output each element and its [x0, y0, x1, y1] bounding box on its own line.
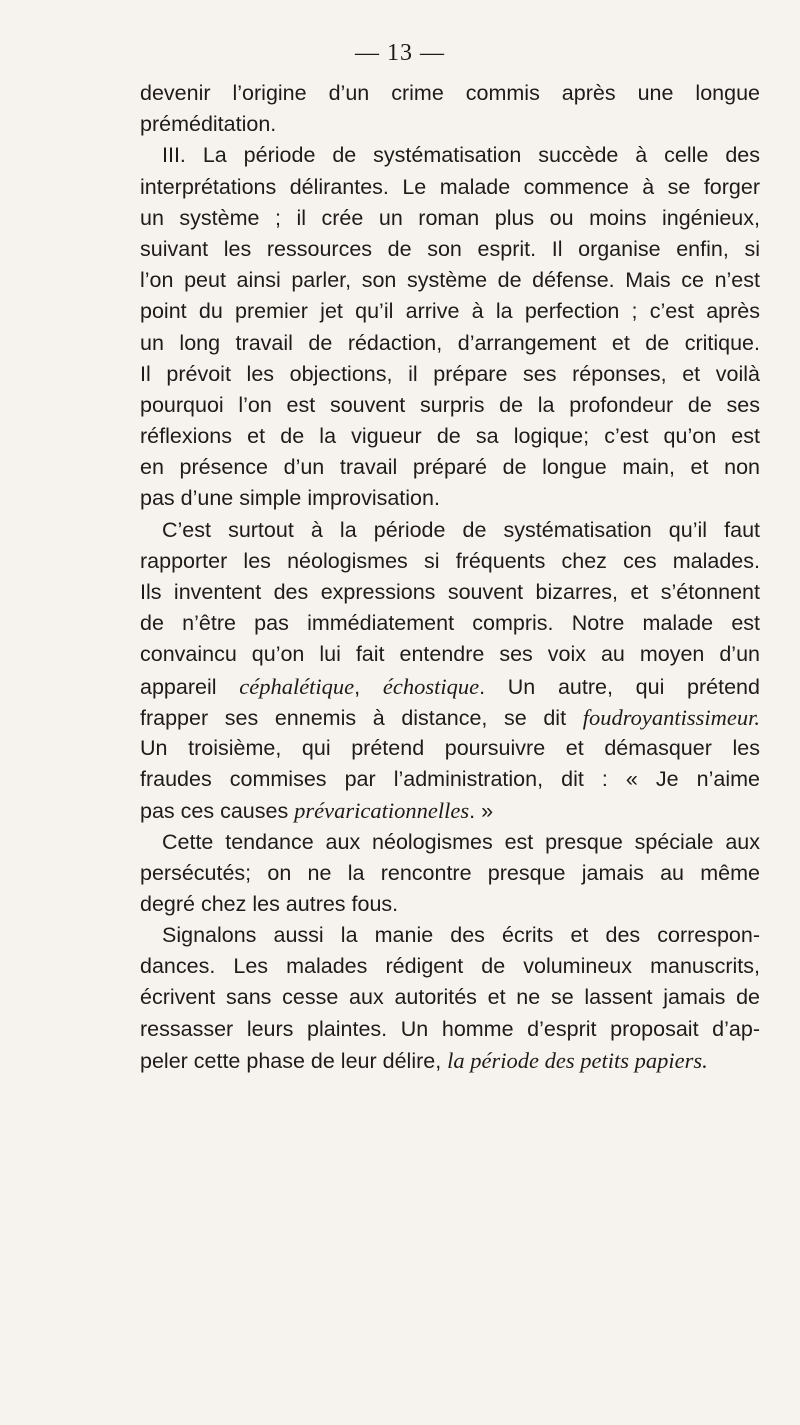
text-line: pas ces causes prévaricationnelles. » — [140, 798, 494, 824]
text-line: point du premier jet qu’il arrive à la perfection ; c’est après — [140, 299, 760, 324]
text-line: réflexions et de la vigueur de sa logique; c’est qu’on est — [140, 424, 760, 449]
text-line: en présence d’un travail préparé de longue main, et non — [140, 455, 760, 480]
italic-term: la période des petits papiers. — [447, 1047, 708, 1073]
text-line: Cette tendance aux néologismes est presque spéciale aux — [162, 829, 760, 854]
text-line: rapporter les néologismes si fréquents chez ces malades. — [140, 548, 760, 573]
italic-term: foudroyantissimeur. — [582, 704, 760, 730]
text-line: C’est surtout à la période de systématisation qu’il faut — [162, 517, 760, 542]
italic-term: échostique — [382, 673, 480, 699]
page-number: — 13 — — [355, 40, 445, 66]
text-line: Un troisième, qui prétend poursuivre et démasquer les — [140, 735, 760, 760]
text-line: ressasser leurs plaintes. Un homme d’esprit proposait d’ap- — [140, 1016, 760, 1041]
italic-term: céphalétique — [239, 673, 355, 699]
text-line: Ils inventent des expressions souvent bizarres, et s’étonnent — [140, 580, 760, 604]
text-line: pourquoi l’on est souvent surpris de la profondeur de ses — [140, 392, 760, 417]
text-line: fraudes commises par l’administration, dit : « Je n’aime — [140, 767, 760, 792]
text-line: un système ; il crée un roman plus ou moins ingénieux, — [140, 205, 760, 230]
text-line: devenir l’origine d’un crime commis après une longue — [140, 81, 760, 105]
text-line: Il prévoit les objections, il prépare ses réponses, et voilà — [140, 361, 760, 386]
text-line: dances. Les malades rédigent de volumineux manuscrits, — [140, 954, 760, 979]
text-line: l’on peut ainsi parler, son système de défense. Mais ce n’est — [140, 268, 760, 293]
text-line: de n’être pas immédiatement compris. Notre malade est — [140, 611, 760, 636]
text-line: pas d’une simple improvisation. — [140, 486, 440, 511]
text-line: Signalons aussi la manie des écrits et des correspon- — [162, 923, 760, 948]
italic-term: prévaricationnelles — [294, 798, 470, 824]
text-line: III. La période de systématisation succède à celle des — [162, 143, 760, 168]
text-line: frapper ses ennemis à distance, se dit foudroyantissimeur. — [140, 704, 760, 730]
text-line: interprétations délirantes. Le malade commence à se forger — [140, 174, 760, 199]
text-line: peler cette phase de leur délire, la période des petits papiers. — [140, 1047, 708, 1073]
text-line: convaincu qu’on lui fait entendre ses voix au moyen d’un — [140, 642, 760, 667]
text-line: appareil céphalétique, échostique. Un autre, qui prétend — [140, 673, 760, 699]
body-text — [140, 78, 760, 1076]
text-line: un long travail de rédaction, d’arrangement et de critique. — [140, 330, 760, 355]
text-line: écrivent sans cesse aux autorités et ne se lassent jamais de — [140, 985, 760, 1010]
text-line: degré chez les autres fous. — [140, 891, 399, 916]
text-line: préméditation. — [140, 112, 277, 137]
text-line: persécutés; on ne la rencontre presque jamais au même — [140, 860, 760, 885]
text-line: suivant les ressources de son esprit. Il organise enfin, si — [140, 236, 760, 261]
